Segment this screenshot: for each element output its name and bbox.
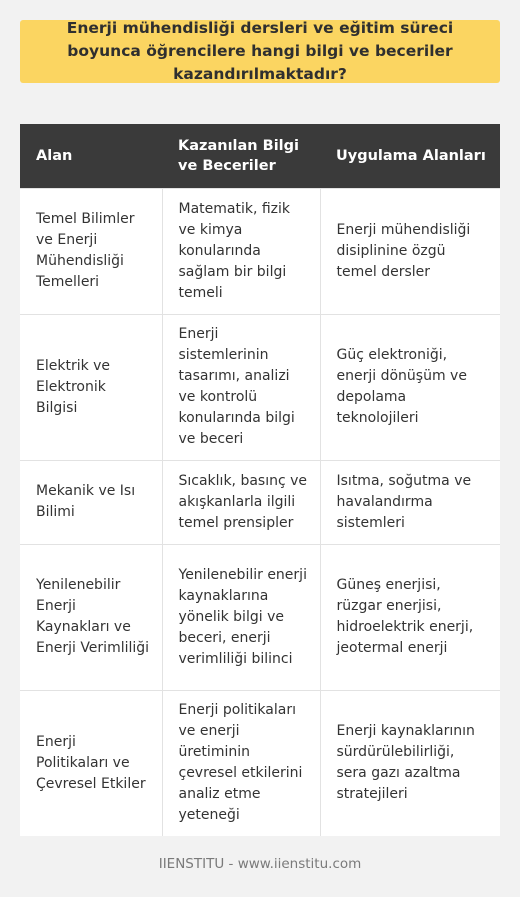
cell-uygulama: Enerji mühendisliği disiplinine özgü temel dersler [320,188,500,314]
cell-alan: Elektrik ve Elektronik Bilgisi [20,314,162,460]
cell-alan: Mekanik ve Isı Bilimi [20,460,162,544]
header-kazanilan: Kazanılan Bilgi ve Beceriler [178,137,300,174]
cell-kazanilan: Enerji politikaları ve enerji üretiminin çevresel etkilerini analiz etme yeteneği [162,690,320,836]
cell-uygulama: Güç elektroniği, enerji dönüşüm ve depolama teknolojileri [320,314,500,460]
cell-alan: Yenilenebilir Enerji Kaynakları ve Enerji Verimliliği [20,544,162,690]
table-header [20,124,500,188]
table-row [20,544,500,690]
title-banner [20,20,500,83]
cell-kazanilan: Enerji sistemlerinin tasarımı, analizi ve kontrolü konularında bilgi ve beceri [162,314,320,460]
header-alan: Alan [36,147,73,164]
table-row [20,314,500,460]
info-table [20,124,500,836]
table-row [20,460,500,544]
cell-kazanilan: Matematik, fizik ve kimya konularında sağlam bir bilgi temeli [162,188,320,314]
cell-alan: Enerji Politikaları ve Çevresel Etkiler [20,690,162,836]
cell-alan: Temel Bilimler ve Enerji Mühendisliği Temelleri [20,188,162,314]
cell-uygulama: Isıtma, soğutma ve havalandırma sistemleri [320,460,500,544]
cell-kazanilan: Yenilenebilir enerji kaynaklarına yönelik bilgi ve beceri, enerji verimliliği bilinci [162,544,320,690]
cell-uygulama: Enerji kaynaklarının sürdürülebilirliği, sera gazı azaltma stratejileri [320,690,500,836]
cell-kazanilan: Sıcaklık, basınç ve akışkanlarla ilgili temel prensipler [162,460,320,544]
footer-credit: IIENSTITU - www.iienstitu.com [158,856,362,872]
header-uygulama: Uygulama Alanları [336,147,486,164]
page-title: Enerji mühendisliği dersleri ve eğitim süreci boyunca öğrencilere hangi bilgi ve beceriler kazandırılmaktadır? [66,19,454,83]
table-row [20,188,500,314]
cell-uygulama: Güneş enerjisi, rüzgar enerjisi, hidroelektrik enerji, jeotermal enerji [320,544,500,690]
table-row [20,690,500,836]
